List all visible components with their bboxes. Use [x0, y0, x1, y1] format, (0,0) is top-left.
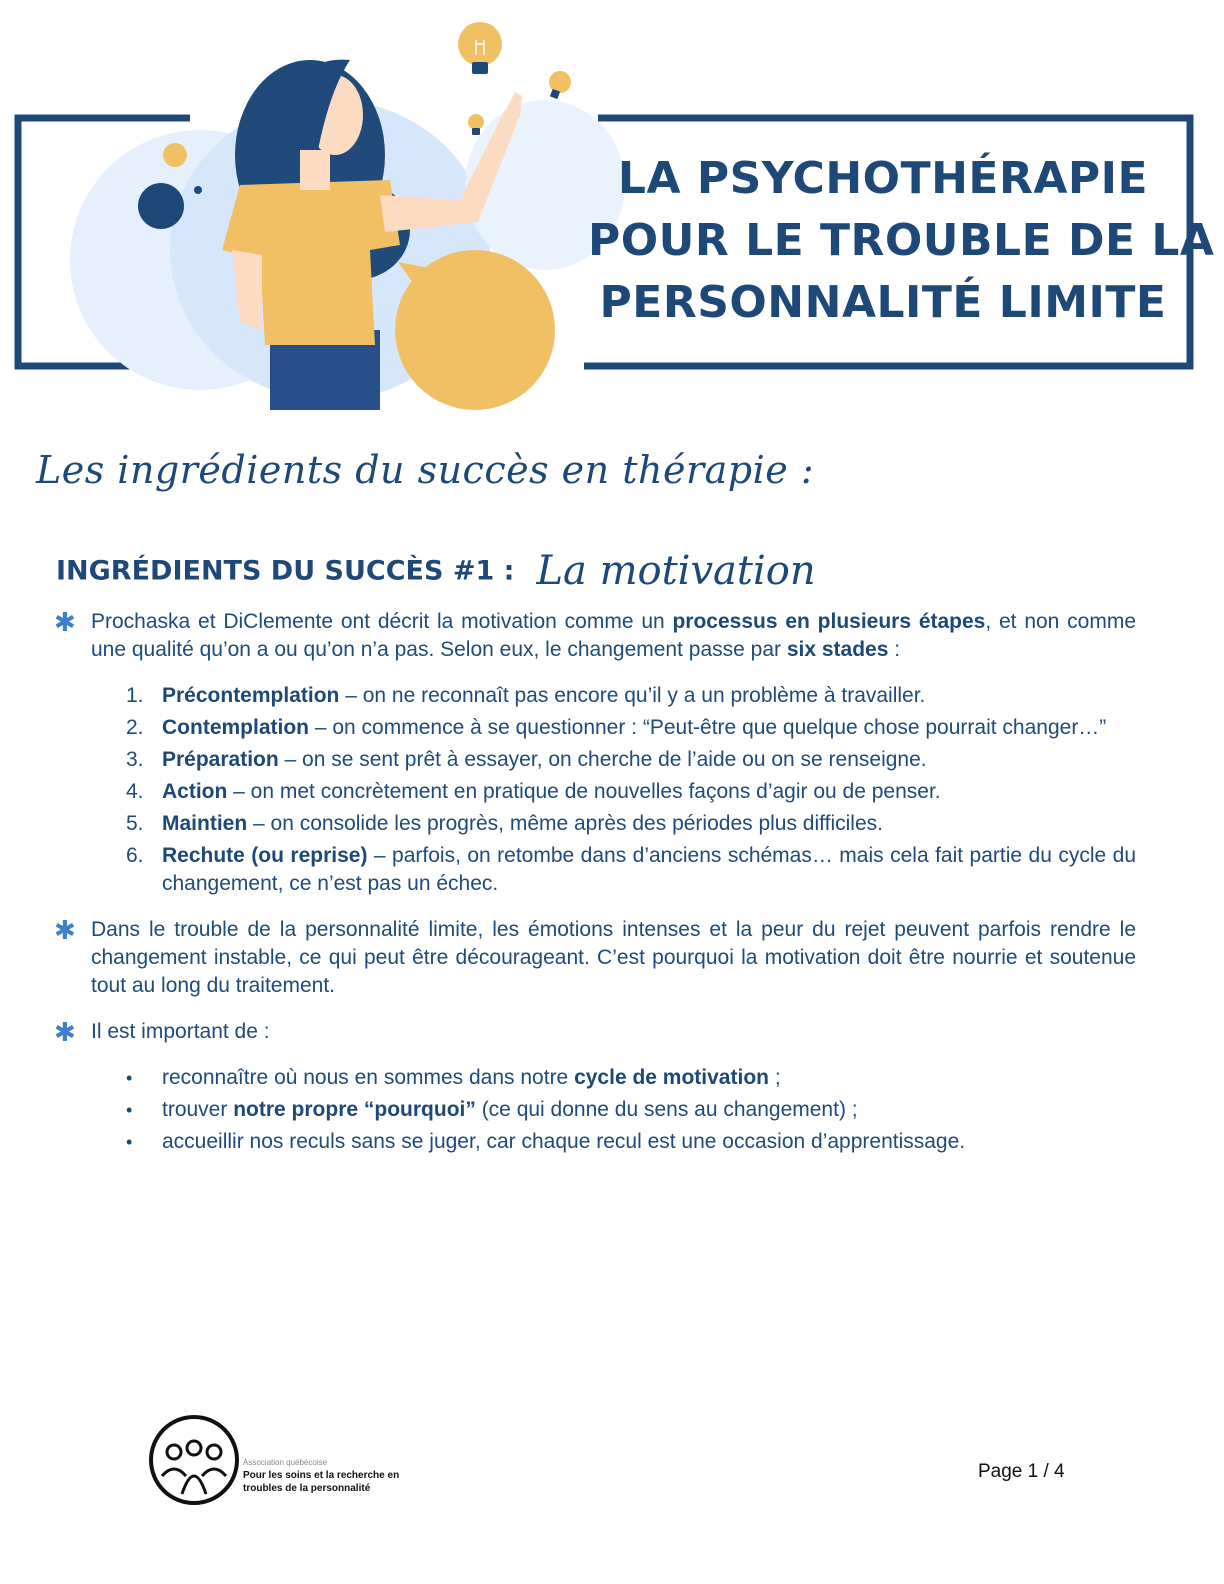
list-item: [56, 842, 1136, 898]
stage-desc: – on se sent prêt à essayer, on cherche de l’aide ou on se renseigne.: [278, 748, 927, 771]
logo-line-3: troubles de la personnalité: [243, 1483, 371, 1494]
list-number: 2.: [126, 716, 144, 739]
list-item: [56, 746, 1136, 774]
list-number: 5.: [126, 812, 144, 835]
list-number: 6.: [126, 844, 144, 867]
lightbulb-icon-large: [458, 22, 502, 74]
stage-desc: – on consolide les progrès, même après des périodes plus difficiles.: [247, 812, 883, 835]
text: accueillir nos reculs sans se juger, car chaque recul est une occasion d’apprentissage.: [162, 1130, 966, 1153]
dot-navy-small: [194, 186, 202, 194]
text: reconnaître où nous en sommes dans notre: [162, 1066, 575, 1089]
list-item: [56, 1064, 1136, 1092]
text: Prochaska et DiClemente ont décrit la motivation comme un: [91, 610, 673, 633]
paragraph-important: [56, 1018, 1136, 1046]
asterisk-icon: ✱: [54, 1017, 76, 1047]
list-item: [56, 682, 1136, 710]
list-number: 4.: [126, 780, 144, 803]
emphasis: six stades: [786, 638, 889, 661]
page-number: Page 1 / 4: [978, 1461, 1065, 1482]
text: :: [888, 638, 901, 661]
lightbulb-icon-medium: [546, 68, 574, 99]
logo-text: [243, 1456, 399, 1495]
lightbulb-icon-small: [468, 114, 484, 135]
text: , et non comme une qualité qu’on a ou qu’on n’a pas. Selon eux, le changement passe par: [91, 610, 1137, 661]
text: (ce qui donne du sens au changement) ;: [475, 1098, 858, 1121]
list-number: 1.: [126, 684, 144, 707]
stages-list: [56, 682, 1136, 898]
stage-name: Préparation: [162, 748, 279, 771]
emphasis: processus en plusieurs étapes: [672, 610, 986, 633]
logo-line-1: Association québécoise: [243, 1458, 328, 1467]
main-content: [56, 608, 1136, 1160]
tips-list: [56, 1064, 1136, 1156]
text: Dans le trouble de la personnalité limite, les émotions intenses et la peur du rejet peuvent parfois rendre le changement instable, ce qui peut être décourageant. C’est pourquoi la motivation doit être nourrie et soutenue tout au long du traitement.: [91, 918, 1136, 997]
stage-desc: – on commence à se questionner : “Peut-être que quelque chose pourrait changer…”: [309, 716, 1107, 739]
emphasis: cycle de motivation: [574, 1066, 769, 1089]
stage-name: Rechute (ou reprise): [162, 844, 368, 867]
bullet-icon: •: [126, 1100, 133, 1120]
logo-line-2: Pour les soins et la recherche en: [243, 1470, 400, 1481]
paragraph-tpl: [56, 916, 1136, 1000]
document-title: [588, 148, 1215, 334]
stage-desc: – on ne reconnaît pas encore qu’il y a un problème à travailler.: [339, 684, 926, 707]
stage-name: Précontemplation: [162, 684, 340, 707]
stage-desc: – parfois, on retombe dans d’anciens schémas… mais cela fait partie du cycle du changement, ce n’est pas un échec.: [162, 844, 1136, 895]
title-line-2: POUR LE TROUBLE DE LA: [588, 215, 1215, 266]
section-label: INGRÉDIENTS DU SUCCÈS #1 :: [56, 555, 515, 587]
asterisk-icon: ✱: [54, 915, 76, 945]
list-item: [56, 810, 1136, 838]
stage-name: Contemplation: [162, 716, 309, 739]
list-item: [56, 1128, 1136, 1156]
emphasis: notre propre “pourquoi”: [233, 1098, 476, 1121]
list-number: 3.: [126, 748, 144, 771]
speech-bubble: [395, 250, 555, 410]
list-item: [56, 778, 1136, 806]
text: Il est important de :: [91, 1020, 270, 1043]
stage-name: Action: [162, 780, 228, 803]
text: ;: [768, 1066, 781, 1089]
stage-name: Maintien: [162, 812, 248, 835]
dot-yellow: [163, 143, 187, 167]
script-heading: Les ingrédients du succès en thérapie :: [36, 448, 815, 492]
bullet-icon: •: [126, 1068, 133, 1088]
stage-desc: – on met concrètement en pratique de nouvelles façons d’agir ou de penser.: [227, 780, 941, 803]
paragraph-stages-intro: [56, 608, 1136, 664]
list-item: [56, 1096, 1136, 1124]
text: trouver: [162, 1098, 234, 1121]
section-script-title: La motivation: [536, 548, 816, 594]
section-heading: [56, 548, 816, 594]
bullet-icon: •: [126, 1132, 133, 1152]
asterisk-icon: ✱: [54, 607, 76, 637]
title-line-1: LA PSYCHOTHÉRAPIE: [617, 153, 1149, 204]
dot-navy-large: [138, 183, 184, 229]
title-line-3: PERSONNALITÉ LIMITE: [599, 277, 1167, 328]
list-item: [56, 714, 1136, 742]
